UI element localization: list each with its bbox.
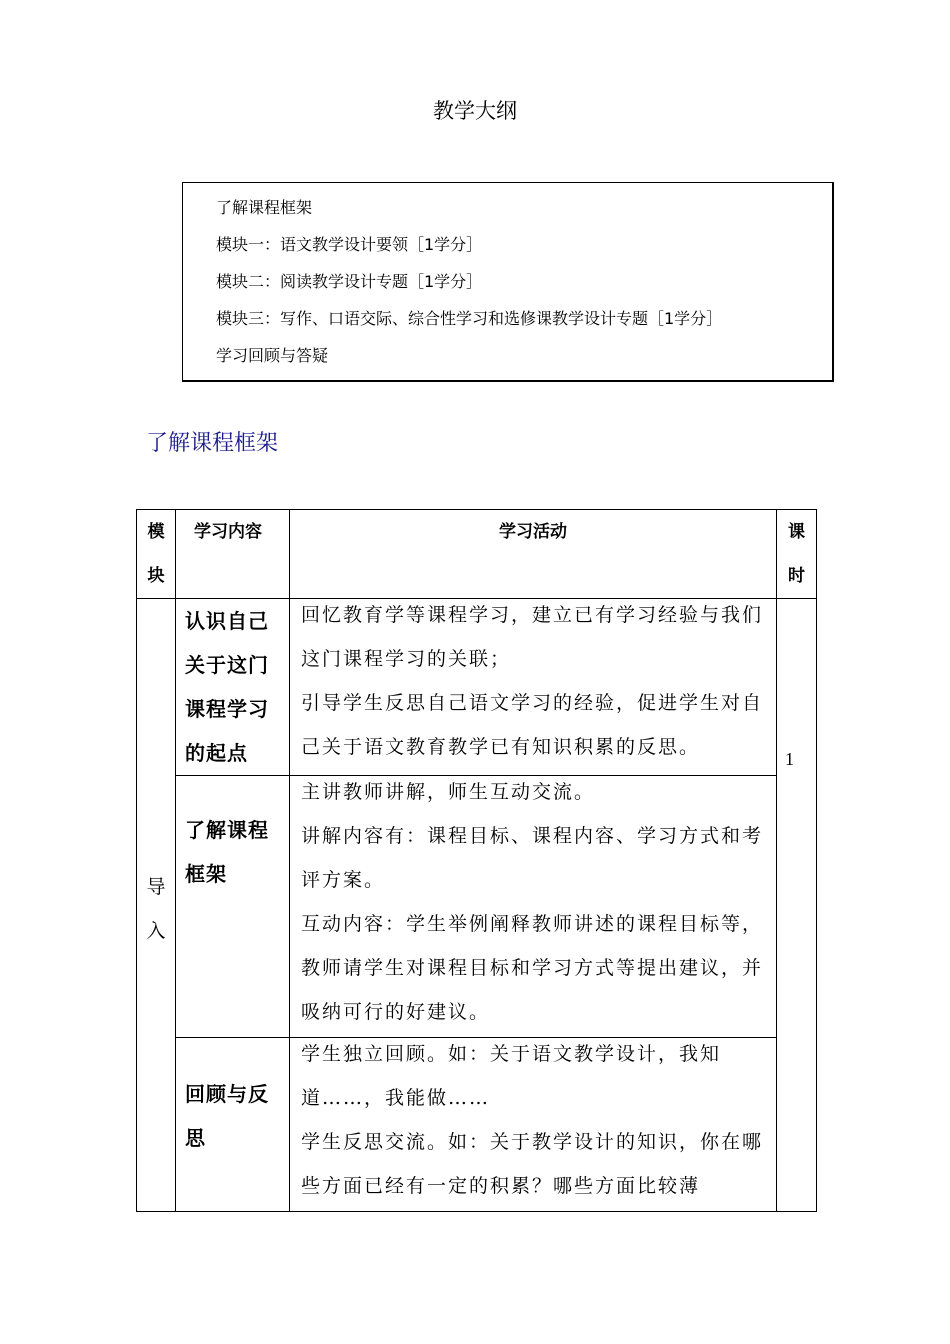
document-title: 教学大纲 bbox=[433, 99, 517, 123]
activity-line: 互动内容：学生举例阐释教师讲述的课程目标等，教师请学生对课程目标和学习方式等提出建议，并吸纳可行的好建议。 bbox=[301, 913, 764, 1023]
activity-line: 回忆教育学等课程学习，建立已有学习经验与我们这门课程学习的关联； bbox=[301, 604, 764, 670]
header-hours: 课时 bbox=[777, 510, 817, 599]
header-content: 学习内容 bbox=[176, 510, 290, 599]
toc-item-module-2[interactable]: 模块二：阅读教学设计专题［1学分］ bbox=[216, 272, 483, 291]
table-row bbox=[137, 599, 817, 776]
activity-line: 引导学生反思自己语文学习的经验，促进学生对自己关于语文教育教学已有知识积累的反思。 bbox=[301, 692, 764, 758]
toc-item-module-1[interactable]: 模块一：语文教学设计要领［1学分］ bbox=[216, 235, 483, 254]
activity-line: 学生独立回顾。如：关于语文教学设计，我知道……，我能做…… bbox=[301, 1043, 722, 1109]
row-content: 了解课程框架 bbox=[176, 776, 290, 1038]
row-content: 回顾与反思 bbox=[176, 1038, 290, 1212]
table-row bbox=[137, 1038, 817, 1212]
activity-line: 主讲教师讲解，师生互动交流。 bbox=[301, 781, 596, 803]
section-heading: 了解课程框架 bbox=[146, 431, 279, 456]
row-activity bbox=[290, 1038, 777, 1212]
table-of-contents bbox=[182, 182, 834, 382]
row-activity bbox=[290, 599, 777, 776]
hours-cell: 1 bbox=[777, 599, 817, 1212]
row-activity bbox=[290, 776, 777, 1038]
row-content: 认识自己关于这门课程学习的起点 bbox=[176, 599, 290, 776]
table-row bbox=[137, 776, 817, 1038]
toc-item-review[interactable]: 学习回顾与答疑 bbox=[216, 346, 329, 365]
header-module: 模块 bbox=[137, 510, 176, 599]
activity-line: 讲解内容有：课程目标、课程内容、学习方式和考评方案。 bbox=[301, 825, 764, 891]
toc-item-course-framework[interactable]: 了解课程框架 bbox=[216, 198, 313, 217]
header-activity: 学习活动 bbox=[290, 510, 777, 599]
syllabus-table bbox=[136, 509, 817, 1212]
table-header-row bbox=[137, 510, 817, 599]
toc-item-module-3[interactable]: 模块三：写作、口语交际、综合性学习和选修课教学设计专题［1学分］ bbox=[216, 309, 723, 328]
module-cell: 导入 bbox=[137, 599, 176, 1212]
activity-line: 学生反思交流。如：关于教学设计的知识，你在哪些方面已经有一定的积累？哪些方面比较薄 bbox=[301, 1131, 764, 1197]
